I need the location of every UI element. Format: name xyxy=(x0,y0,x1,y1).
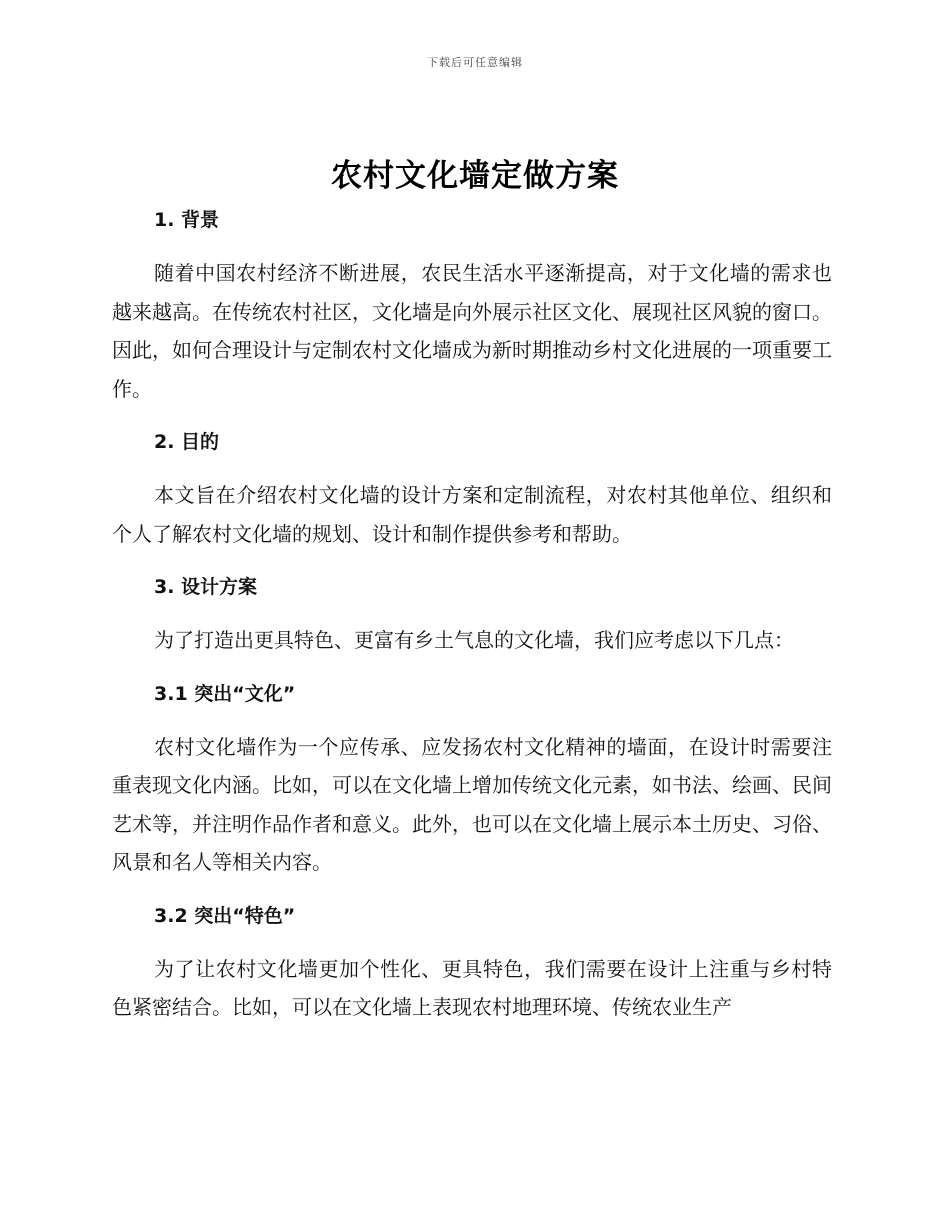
section-paragraph: 农村文化墙作为一个应传承、应发扬农村文化精神的墙面，在设计时需要注重表现文化内涵。比如，可以在文化墙上增加传统文化元素，如书法、绘画、民间艺术等，并注明作品作者和意义。此外，也可以在文化墙上展示本土历史、习俗、风景和名人等相关内容。 xyxy=(112,734,832,874)
page-title: 农村文化墙定做方案 xyxy=(331,158,619,194)
section-purpose xyxy=(112,422,832,567)
section-culture xyxy=(112,674,832,896)
section-heading: 1. 背景 xyxy=(154,209,220,231)
section-paragraph: 本文旨在介绍农村文化墙的设计方案和定制流程，对农村其他单位、组织和个人了解农村文化墙的规划、设计和制作提供参考和帮助。 xyxy=(112,483,832,546)
section-heading: 3. 设计方案 xyxy=(154,576,258,598)
header-note: 下载后可任意编辑 xyxy=(427,56,523,69)
section-paragraph: 随着中国农村经济不断进展，农民生活水平逐渐提高，对于文化墙的需求也越来越高。在传统农村社区，文化墙是向外展示社区文化、展现社区风貌的窗口。因此，如何合理设计与定制农村文化墙成为新时期推动乡村文化进展的一项重要工作。 xyxy=(112,261,832,401)
section-heading: 3.1 突出“文化” xyxy=(154,682,296,705)
section-features xyxy=(112,896,832,1027)
section-design-plan xyxy=(112,567,832,674)
section-paragraph: 为了打造出更具特色、更富有乡土气息的文化墙，我们应考虑以下几点： xyxy=(154,628,794,652)
document-body xyxy=(112,200,832,1027)
section-background xyxy=(112,200,832,422)
section-heading: 2. 目的 xyxy=(154,431,220,453)
section-heading: 3.2 突出“特色” xyxy=(154,904,296,927)
section-paragraph: 为了让农村文化墙更加个性化、更具特色，我们需要在设计上注重与乡村特色紧密结合。比如，可以在文化墙上表现农村地理环境、传统农业生产 xyxy=(112,956,832,1019)
